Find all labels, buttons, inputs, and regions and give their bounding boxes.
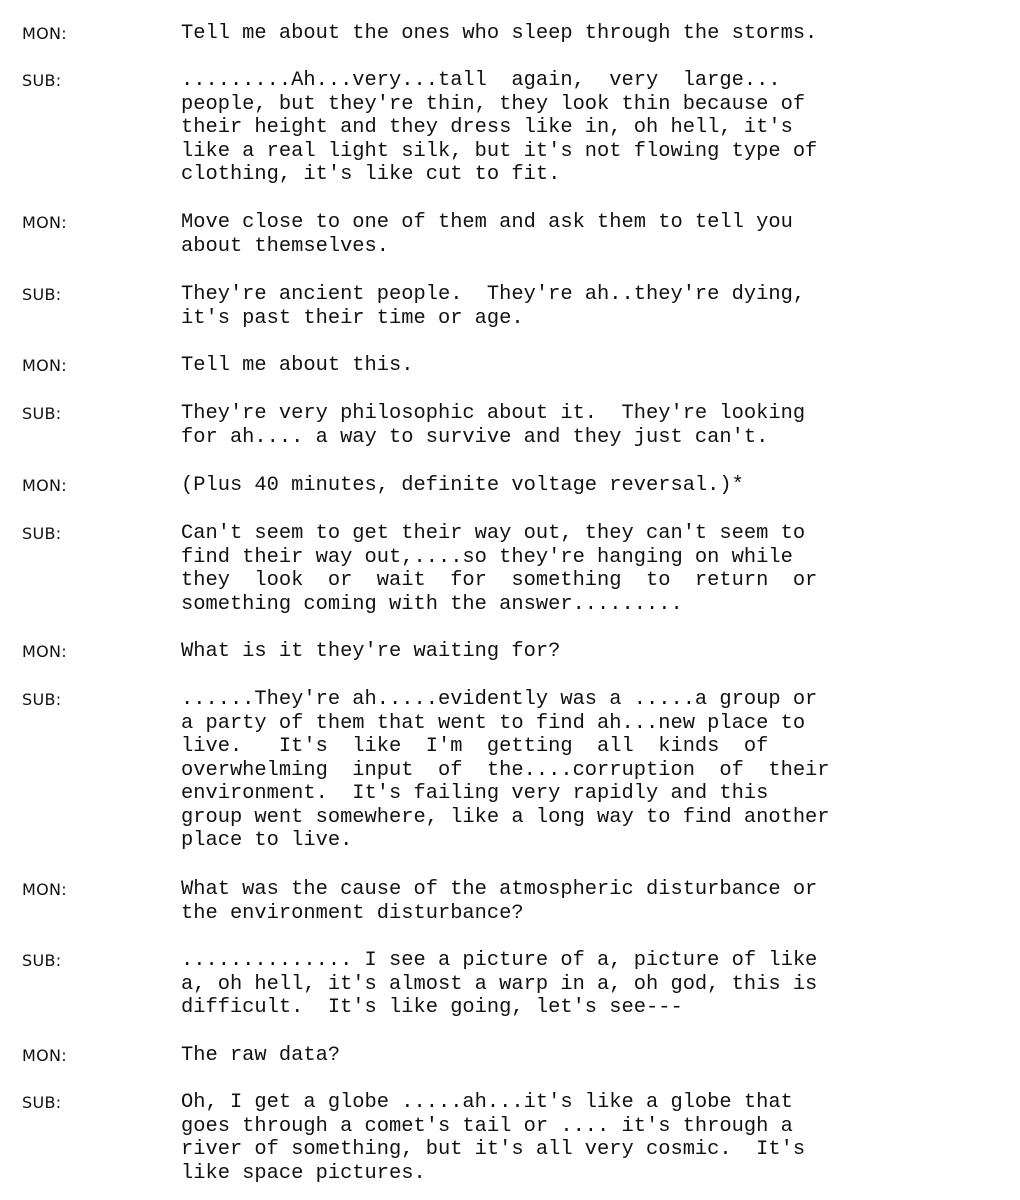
dialogue-text: What is it they're waiting for? xyxy=(181,640,561,663)
speaker-label: SUB: xyxy=(22,951,62,970)
dialogue-text: ......They're ah.....evidently was a .....a group or a party of them that went to find ah...new place to live. It's like I'm getting all kinds of overwhelming input of the....corruption of their environment. It's failing very rapidly and this group went somewhere, like a long way to find another place to live. xyxy=(181,688,830,852)
dialogue-text: Move close to one of them and ask them to tell you about themselves. xyxy=(181,211,793,258)
dialogue-text: (Plus 40 minutes, definite voltage reversal.)* xyxy=(181,474,744,497)
speaker-label: MON: xyxy=(22,356,67,375)
speaker-label: SUB: xyxy=(22,1093,62,1112)
speaker-label: MON: xyxy=(22,1046,67,1065)
dialogue-text: They're very philosophic about it. They're looking for ah.... a way to survive and they just can't. xyxy=(181,402,806,449)
speaker-label: MON: xyxy=(22,642,67,661)
speaker-label: SUB: xyxy=(22,71,62,90)
speaker-label: MON: xyxy=(22,880,67,899)
dialogue-text: They're ancient people. They're ah..they're dying, it's past their time or age. xyxy=(181,283,806,330)
speaker-label: MON: xyxy=(22,24,67,43)
speaker-label: MON: xyxy=(22,476,67,495)
dialogue-text: .........Ah...very...tall again, very large... people, but they're thin, they look thin because of their height and they dress like in, oh hell, it's like a real light silk, but it's not flowing type of clothing, it's like cut to fit. xyxy=(181,69,818,186)
dialogue-text: The raw data? xyxy=(181,1044,341,1067)
speaker-label: SUB: xyxy=(22,404,62,423)
dialogue-text: .............. I see a picture of a, picture of like a, oh hell, it's almost a warp in a, oh god, this is difficult. It's like going, let's see--- xyxy=(181,949,818,1019)
speaker-label: SUB: xyxy=(22,524,62,543)
dialogue-text: Tell me about this. xyxy=(181,354,414,377)
dialogue-text: Oh, I get a globe .....ah...it's like a globe that goes through a comet's tail or .... it's through a river of something, but it's all very cosmic. It's like space pictures. xyxy=(181,1091,806,1185)
speaker-label: SUB: xyxy=(22,285,62,304)
dialogue-text: Tell me about the ones who sleep through the storms. xyxy=(181,22,818,45)
speaker-label: MON: xyxy=(22,213,67,232)
speaker-label: SUB: xyxy=(22,690,62,709)
dialogue-text: Can't seem to get their way out, they can't seem to find their way out,....so they're hanging on while they look or wait for something to return or something coming with the answer......... xyxy=(181,522,818,616)
dialogue-text: What was the cause of the atmospheric disturbance or the environment disturbance? xyxy=(181,878,818,925)
